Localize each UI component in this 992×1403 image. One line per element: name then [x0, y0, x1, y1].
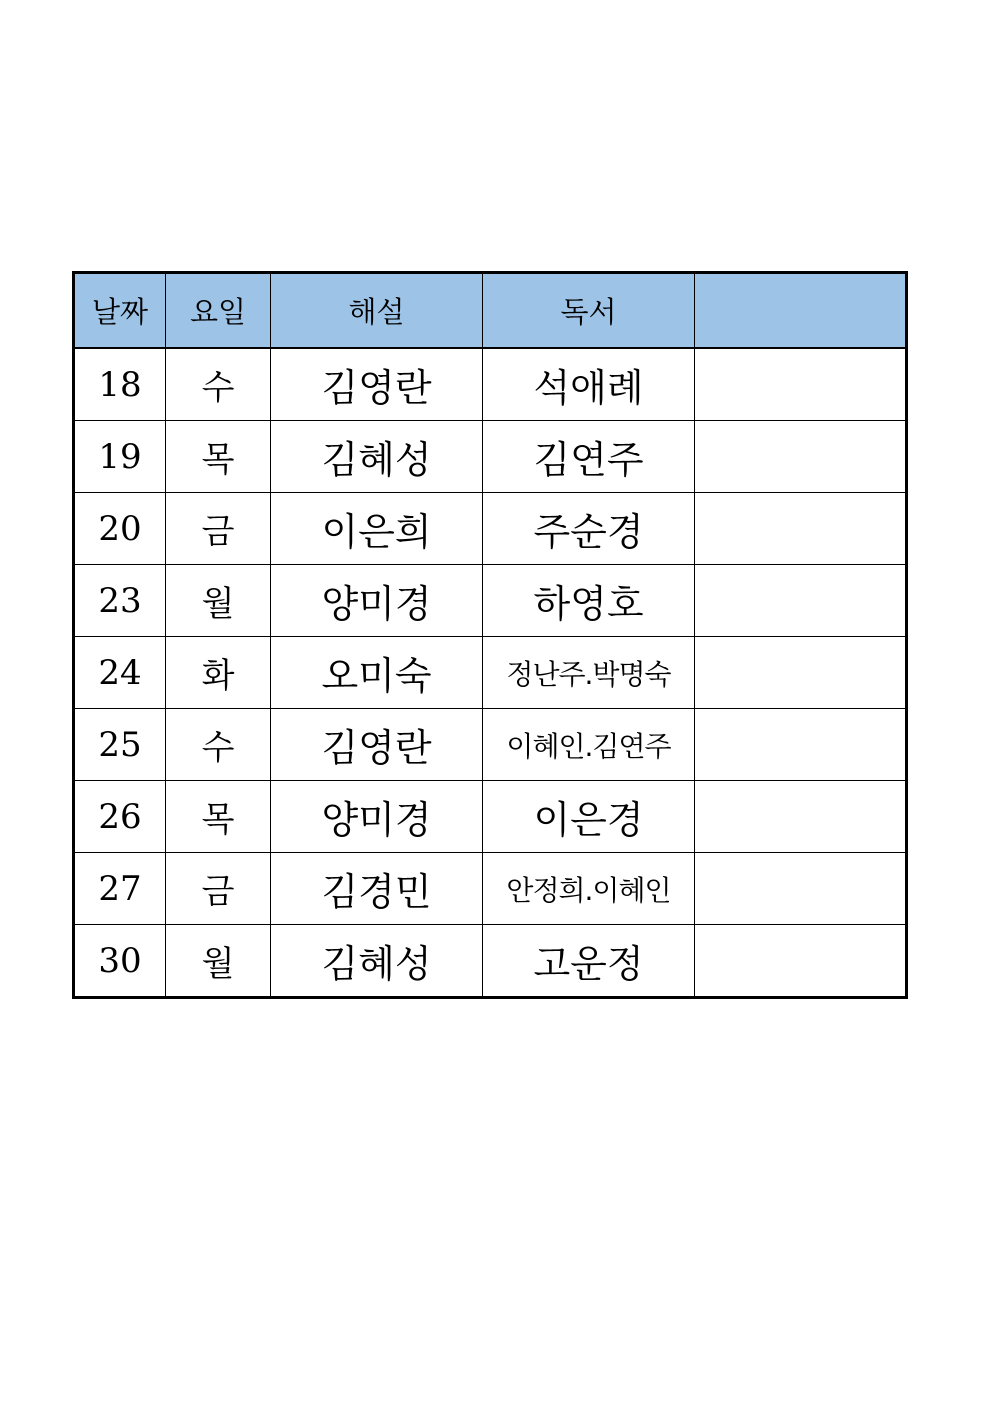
header-reader: 독서	[483, 273, 695, 349]
cell-date: 20	[74, 493, 166, 565]
cell-reader: 석애례	[483, 348, 695, 421]
table-body	[74, 348, 907, 998]
table-row	[74, 637, 907, 709]
header-commentator: 해설	[271, 273, 483, 349]
cell-date: 24	[74, 637, 166, 709]
cell-commentator: 오미숙	[271, 637, 483, 709]
cell-date: 19	[74, 421, 166, 493]
cell-date: 26	[74, 781, 166, 853]
cell-reader: 안정희.이혜인	[483, 853, 695, 925]
cell-commentator: 양미경	[271, 781, 483, 853]
cell-date: 30	[74, 925, 166, 998]
table-row	[74, 421, 907, 493]
cell-day: 월	[166, 565, 271, 637]
header-note	[695, 273, 907, 349]
cell-commentator: 김경민	[271, 853, 483, 925]
header-day: 요일	[166, 273, 271, 349]
cell-commentator: 김영란	[271, 348, 483, 421]
cell-day: 수	[166, 709, 271, 781]
cell-note	[695, 781, 907, 853]
cell-date: 25	[74, 709, 166, 781]
schedule-table	[72, 271, 908, 999]
table-row	[74, 565, 907, 637]
cell-note	[695, 493, 907, 565]
cell-date: 18	[74, 348, 166, 421]
table-row	[74, 781, 907, 853]
cell-day: 목	[166, 421, 271, 493]
cell-note	[695, 853, 907, 925]
cell-reader: 주순경	[483, 493, 695, 565]
cell-commentator: 김혜성	[271, 421, 483, 493]
cell-day: 목	[166, 781, 271, 853]
cell-commentator: 양미경	[271, 565, 483, 637]
cell-commentator: 김영란	[271, 709, 483, 781]
cell-note	[695, 925, 907, 998]
table-row	[74, 925, 907, 998]
cell-day: 화	[166, 637, 271, 709]
table-row	[74, 853, 907, 925]
cell-date: 23	[74, 565, 166, 637]
cell-note	[695, 421, 907, 493]
cell-note	[695, 565, 907, 637]
cell-date: 27	[74, 853, 166, 925]
table-row	[74, 348, 907, 421]
cell-reader: 이은경	[483, 781, 695, 853]
header-date: 날짜	[74, 273, 166, 349]
header-row	[74, 273, 907, 349]
cell-day: 월	[166, 925, 271, 998]
cell-note	[695, 348, 907, 421]
table-row	[74, 493, 907, 565]
cell-day: 금	[166, 493, 271, 565]
cell-commentator: 이은희	[271, 493, 483, 565]
table-row	[74, 709, 907, 781]
cell-reader: 김연주	[483, 421, 695, 493]
cell-reader: 정난주.박명숙	[483, 637, 695, 709]
cell-day: 수	[166, 348, 271, 421]
cell-note	[695, 709, 907, 781]
cell-reader: 이혜인.김연주	[483, 709, 695, 781]
cell-note	[695, 637, 907, 709]
cell-reader: 고운정	[483, 925, 695, 998]
cell-reader: 하영호	[483, 565, 695, 637]
cell-commentator: 김혜성	[271, 925, 483, 998]
table-header	[74, 273, 907, 349]
cell-day: 금	[166, 853, 271, 925]
